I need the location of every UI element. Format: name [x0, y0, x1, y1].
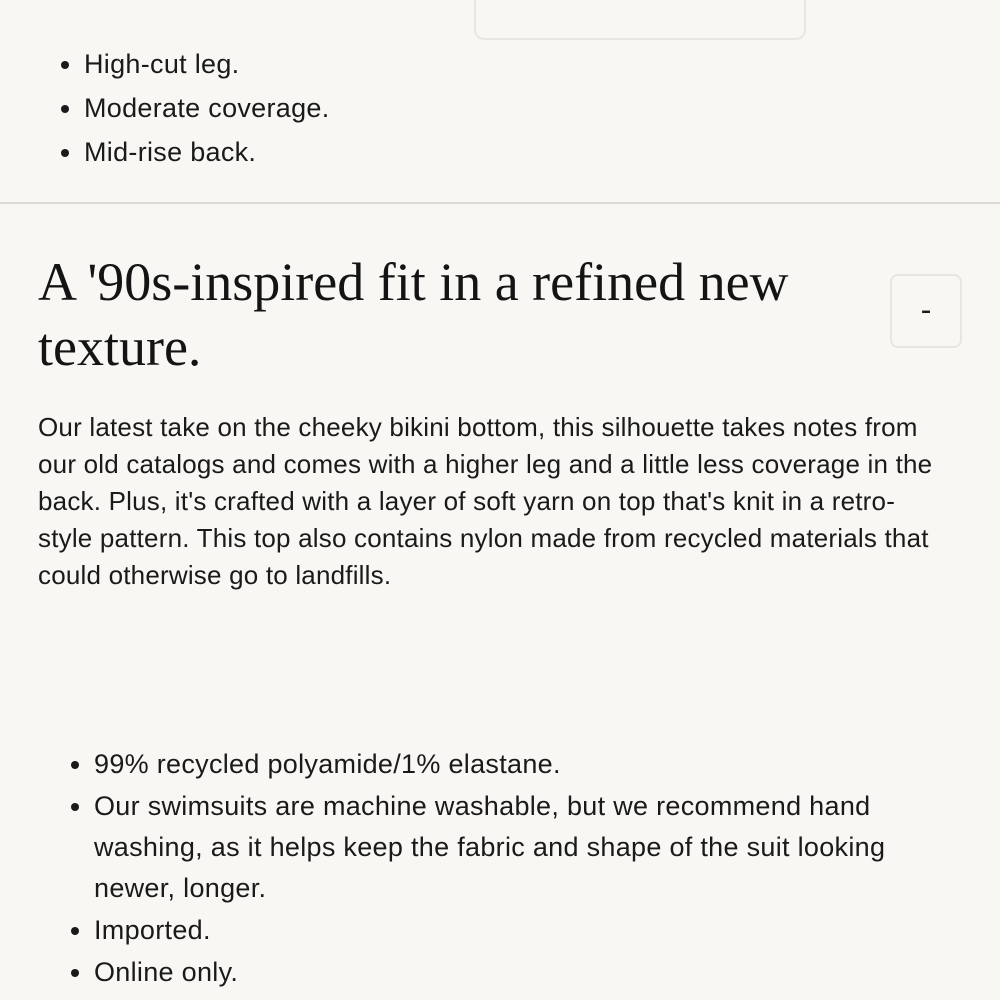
list-item: • Mid-rise back.	[84, 130, 330, 174]
list-item: • Moderate coverage.	[84, 86, 330, 130]
fit-features-list	[46, 42, 330, 174]
section-divider	[0, 202, 1000, 204]
section-heading: A '90s-inspired fit in a refined new texture.	[38, 252, 789, 377]
list-item: • 99% recycled polyamide/1% elastane.	[94, 744, 934, 785]
list-item: • Imported.	[94, 910, 934, 951]
list-item: • Our swimsuits are machine washable, but we recommend hand washing, as it helps keep the fabric and shape of the suit looking newer, longer.	[94, 786, 934, 909]
collapse-toggle-button[interactable]: -	[890, 274, 962, 348]
list-item: • High-cut leg.	[84, 42, 330, 86]
details-list	[56, 744, 934, 994]
product-description: Our latest take on the cheeky bikini bottom, this silhouette takes notes from our old catalogs and comes with a higher leg and a little less coverage in the back. Plus, it's crafted with a layer of soft yarn on top that's knit in a retro-style pattern. This top also contains nylon made from recycled materials that could otherwise go to landfills.	[38, 412, 933, 590]
top-card	[474, 0, 806, 40]
list-item: • Online only.	[94, 952, 934, 993]
